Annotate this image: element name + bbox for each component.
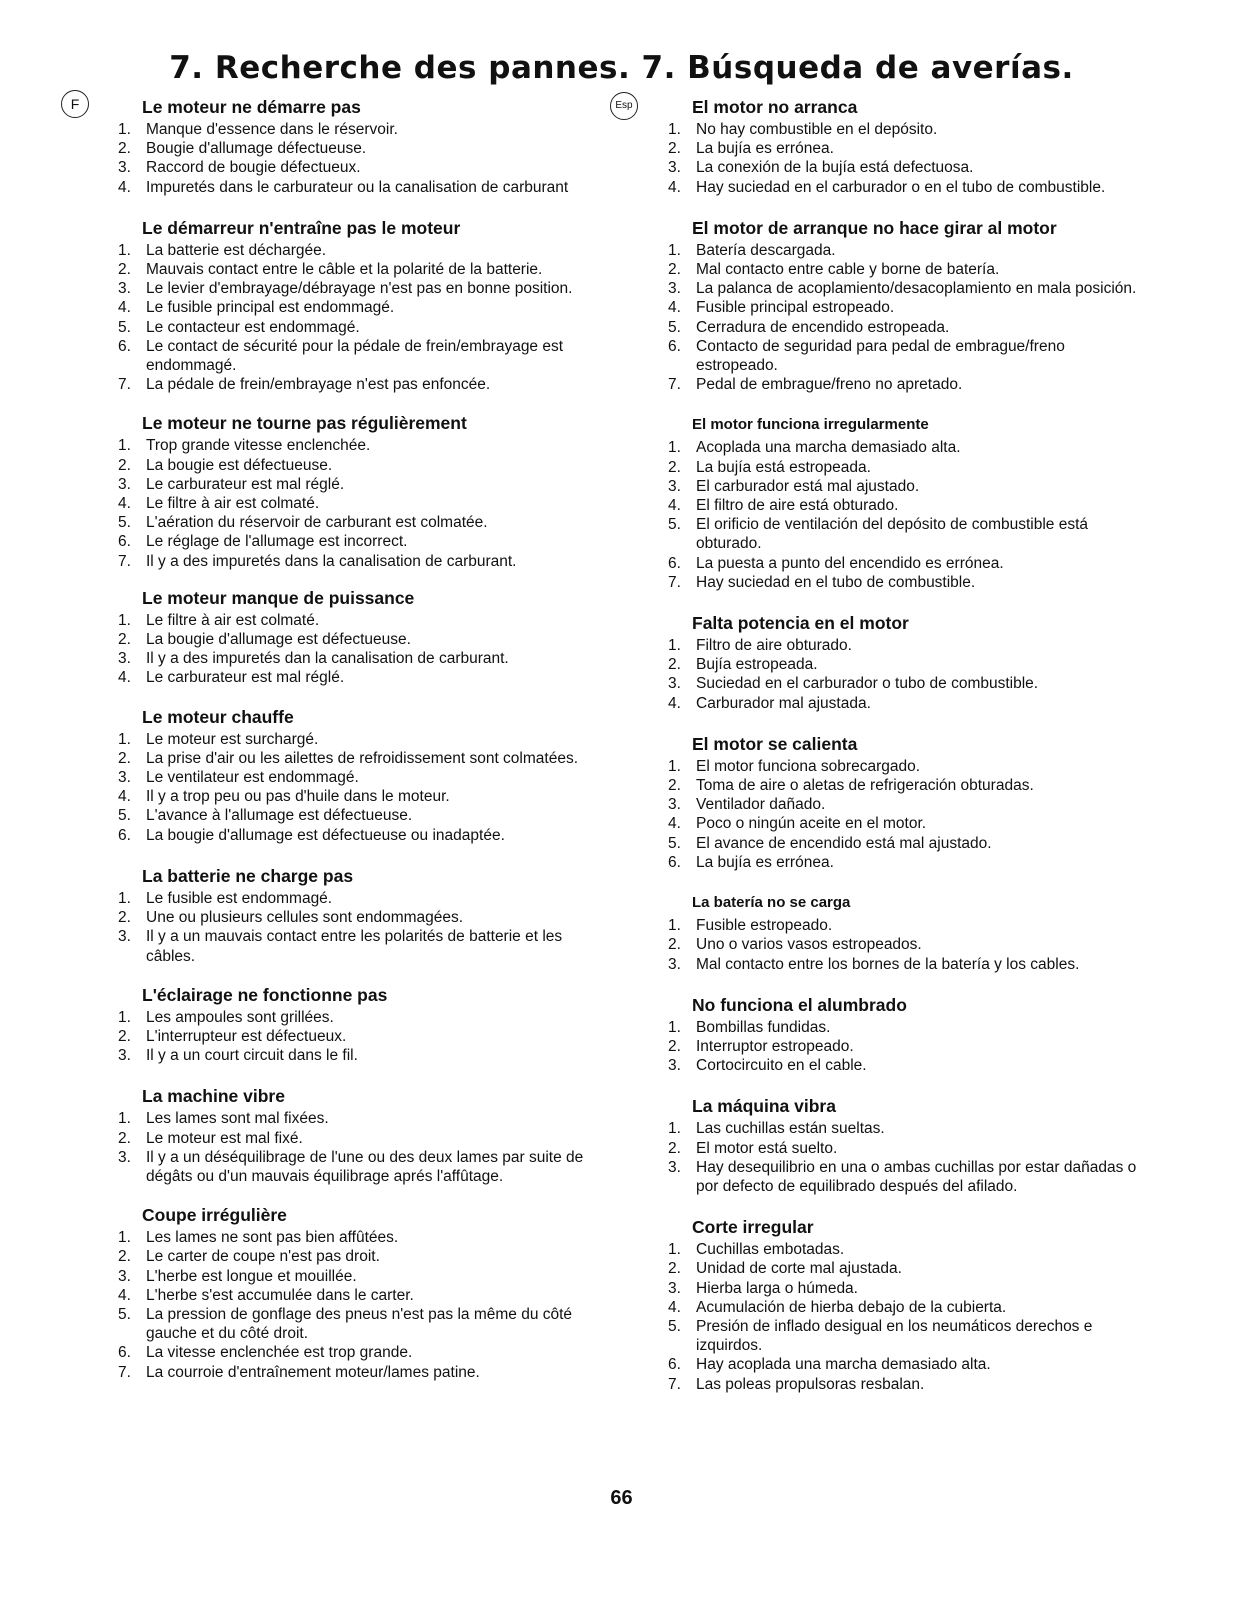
section-heading: La máquina vibra: [692, 1096, 836, 1117]
section: [668, 217, 1138, 395]
section-heading: Coupe irrégulière: [142, 1205, 287, 1226]
section-heading: Le moteur manque de puissance: [142, 587, 415, 608]
section: [118, 412, 600, 570]
language-badge-spanish: Esp: [610, 92, 638, 120]
list-item: 3. La palanca de acoplamiento/desacoplamiento en mala posición.: [668, 280, 1137, 298]
list-item: 2. La bujía es errónea.: [668, 140, 834, 158]
list-item: 3. L'herbe est longue et mouillée.: [118, 1267, 357, 1285]
section-heading: Le démarreur n'entraîne pas le moteur: [142, 217, 461, 238]
page-title: 7. Recherche des pannes. 7. Búsqueda de averías.: [169, 50, 1074, 86]
section-heading: El motor de arranque no hace girar al motor: [692, 217, 1057, 238]
list-item: 1. Trop grande vitesse enclenchée.: [118, 437, 371, 455]
list-item: 2. La prise d'air ou les ailettes de refroidissement sont colmatées.: [118, 749, 579, 767]
list-item: 4. Poco o ningún aceite en el motor.: [668, 815, 927, 833]
list-item: 5. Presión de inflado desigual en los neumáticos derechos e izquirdos.: [668, 1317, 1093, 1355]
list-item: 4. Impuretés dans le carburateur ou la canalisation de carburant: [118, 178, 569, 196]
section-heading: Corte irregular: [692, 1217, 814, 1238]
list-item: 4. Le fusible principal est endommagé.: [118, 299, 395, 317]
section: [118, 1085, 600, 1186]
list-item: 1. Le moteur est surchargé.: [118, 730, 319, 748]
section: [668, 96, 1138, 197]
list-item: 2. La bougie est défectueuse.: [118, 456, 333, 474]
section-heading: Le moteur ne tourne pas régulièrement: [142, 413, 467, 434]
section: [118, 865, 600, 966]
list-item: 6. Hay acoplada una marcha demasiado alta.: [668, 1356, 991, 1374]
list-item: 2. Le carter de coupe n'est pas droit.: [118, 1248, 380, 1266]
list-item: 7. Las poleas propulsoras resbalan.: [668, 1375, 925, 1393]
list-item: 2. Mauvais contact entre le câble et la polarité de la batterie.: [118, 261, 543, 279]
list-item: 6. La puesta a punto del encendido es errónea.: [668, 554, 1004, 572]
section-heading: La batería no se carga: [692, 894, 851, 912]
list-item: 4. Fusible principal estropeado.: [668, 299, 895, 317]
section: [118, 1204, 600, 1382]
section-heading: Falta potencia en el motor: [692, 613, 909, 634]
list-item: 1. Filtro de aire obturado.: [668, 637, 852, 655]
language-badge-french: F: [61, 90, 89, 118]
list-item: 1. La batterie est déchargée.: [118, 241, 327, 259]
french-column: [70, 96, 600, 1382]
list-item: 2. L'interrupteur est défectueux.: [118, 1027, 347, 1045]
list-item: 1. Les lames sont mal fixées.: [118, 1110, 329, 1128]
list-item: 4. Le filtre à air est colmaté.: [118, 495, 320, 513]
page-number: 66: [610, 1487, 633, 1509]
list-item: 3. Hierba larga o húmeda.: [668, 1279, 858, 1297]
list-item: 2. La bougie d'allumage est défectueuse.: [118, 631, 411, 649]
list-item: 1. El motor funciona sobrecargado.: [668, 757, 921, 775]
section: [118, 984, 600, 1066]
list-item: 1. Manque d'essence dans le réservoir.: [118, 121, 398, 138]
list-item: 1. No hay combustible en el depósito.: [668, 121, 938, 138]
list-item: 1. Le filtre à air est colmaté.: [118, 611, 320, 629]
list-item: 1. Fusible estropeado.: [668, 917, 833, 935]
list-item: 3. El carburador está mal ajustado.: [668, 477, 920, 495]
list-item: 6. La bougie d'allumage est défectueuse ou inadaptée.: [118, 826, 505, 844]
list-item: 2. Une ou plusieurs cellules sont endommagées.: [118, 909, 464, 927]
list-item: 2. Bujía estropeada.: [668, 656, 818, 674]
list-item: 1. Bombillas fundidas.: [668, 1018, 831, 1036]
list-item: 7. Pedal de embrague/freno no apretado.: [668, 376, 963, 394]
list-item: 4. Carburador mal ajustada.: [668, 694, 871, 712]
list-item: 3. Raccord de bougie défectueux.: [118, 159, 361, 177]
list-item: 3. Il y a des impuretés dan la canalisation de carburant.: [118, 650, 509, 668]
section-heading: Le moteur ne démarre pas: [142, 97, 361, 117]
list-item: 6. Le contact de sécurité pour la pédale de frein/embrayage est endommagé.: [118, 337, 564, 375]
list-item: 3. Il y a un court circuit dans le fil.: [118, 1047, 358, 1065]
section: [668, 1095, 1138, 1196]
list-item: 3. Cortocircuito en el cable.: [668, 1057, 867, 1075]
list-item: 2. La bujía está estropeada.: [668, 458, 871, 476]
section-heading: El motor no arranca: [692, 97, 858, 117]
list-item: 2. Toma de aire o aletas de refrigeración obturadas.: [668, 777, 1034, 795]
list-item: 4. Le carburateur est mal réglé.: [118, 669, 345, 687]
section-heading: El motor funciona irregularmente: [692, 416, 929, 434]
list-item: 7. La courroie d'entraînement moteur/lames patine.: [118, 1363, 480, 1381]
list-item: 4. Acumulación de hierba debajo de la cubierta.: [668, 1298, 1007, 1316]
list-item: 2. Mal contacto entre cable y borne de batería.: [668, 261, 1000, 279]
section-heading: La machine vibre: [142, 1086, 285, 1107]
list-item: 1. Les ampoules sont grillées.: [118, 1008, 334, 1026]
section-heading: El motor se calienta: [692, 733, 858, 754]
list-item: 2. Unidad de corte mal ajustada.: [668, 1260, 902, 1278]
list-item: 2. Bougie d'allumage défectueuse.: [118, 140, 367, 158]
list-item: 4. El filtro de aire está obturado.: [668, 497, 899, 515]
spanish-column: [615, 96, 1138, 1394]
section: [668, 994, 1138, 1076]
list-item: 5. Le contacteur est endommagé.: [118, 318, 360, 336]
list-item: 3. Il y a un déséquilibrage de l'une ou des deux lames par suite de dégâts ou d'un mauvais équilibrage aprés l'affûtage.: [118, 1148, 584, 1185]
list-item: 1. Cuchillas embotadas.: [668, 1241, 845, 1259]
list-item: 4. Il y a trop peu ou pas d'huile dans le moteur.: [118, 788, 450, 806]
section-heading: La batterie ne charge pas: [142, 865, 354, 886]
list-item: 6. La bujía es errónea.: [668, 853, 834, 871]
list-item: 1. Acoplada una marcha demasiado alta.: [668, 439, 961, 457]
section: [668, 733, 1138, 872]
list-item: 2. Le moteur est mal fixé.: [118, 1129, 303, 1147]
list-item: 4. L'herbe s'est accumulée dans le carter.: [118, 1286, 414, 1304]
section-heading: Le moteur chauffe: [142, 706, 294, 727]
list-item: 6. Le réglage de l'allumage est incorrect.: [118, 533, 408, 551]
section-heading: No funciona el alumbrado: [692, 994, 907, 1015]
list-item: 1. Las cuchillas están sueltas.: [668, 1120, 885, 1138]
list-item: 7. La pédale de frein/embrayage n'est pas enfoncée.: [118, 376, 491, 394]
section: [118, 217, 600, 395]
section: [668, 892, 1138, 974]
list-item: 5. El orificio de ventilación del depósito de combustible está obturado.: [668, 516, 1089, 553]
section: [118, 587, 600, 688]
list-item: 2. Interruptor estropeado.: [668, 1037, 854, 1055]
section: [668, 414, 1138, 592]
list-item: 1. Batería descargada.: [668, 241, 836, 259]
section: [668, 612, 1138, 713]
list-item: 7. Hay suciedad en el tubo de combustible.: [668, 573, 976, 591]
section: [668, 1216, 1138, 1394]
list-item: 3. Le levier d'embrayage/débrayage n'est pas en bonne position.: [118, 280, 573, 298]
list-item: 5. L'aération du réservoir de carburant est colmatée.: [118, 514, 488, 532]
list-item: 5. La pression de gonflage des pneus n'est pas la même du côté gauche et du côté droit.: [118, 1305, 573, 1343]
list-item: 3. Il y a un mauvais contact entre les polarités de batterie et les câbles.: [118, 928, 563, 965]
list-item: 5. El avance de encendido está mal ajustado.: [668, 834, 992, 852]
list-item: 3. Suciedad en el carburador o tubo de combustible.: [668, 675, 1039, 693]
list-item: 3. Hay desequilibrio en una o ambas cuchillas por estar dañadas o por defecto de equilibrado después del afilado.: [668, 1158, 1137, 1195]
list-item: 4. Hay suciedad en el carburador o en el tubo de combustible.: [668, 178, 1106, 196]
list-item: 3. Ventilador dañado.: [668, 796, 826, 814]
list-item: 6. La vitesse enclenchée est trop grande.: [118, 1344, 413, 1362]
section: [118, 706, 600, 845]
list-item: 2. El motor está suelto.: [668, 1139, 838, 1157]
list-item: 3. Mal contacto entre los bornes de la batería y los cables.: [668, 955, 1080, 973]
list-item: 5. L'avance à l'allumage est défectueuse.: [118, 807, 413, 825]
list-item: 6. Contacto de seguridad para pedal de embrague/freno estropeado.: [668, 337, 1065, 375]
section-heading: L'éclairage ne fonctionne pas: [142, 984, 388, 1005]
list-item: 1. Le fusible est endommagé.: [118, 889, 333, 907]
list-item: 3. La conexión de la bujía está defectuosa.: [668, 159, 974, 177]
list-item: 1. Les lames ne sont pas bien affûtées.: [118, 1229, 399, 1247]
list-item: 5. Cerradura de encendido estropeada.: [668, 318, 950, 336]
list-item: 3. Le ventilateur est endommagé.: [118, 769, 359, 787]
list-item: 3. Le carburateur est mal réglé.: [118, 475, 345, 493]
list-item: 2. Uno o varios vasos estropeados.: [668, 936, 922, 954]
section: [118, 96, 600, 197]
list-item: 7. Il y a des impuretés dans la canalisation de carburant.: [118, 552, 517, 570]
